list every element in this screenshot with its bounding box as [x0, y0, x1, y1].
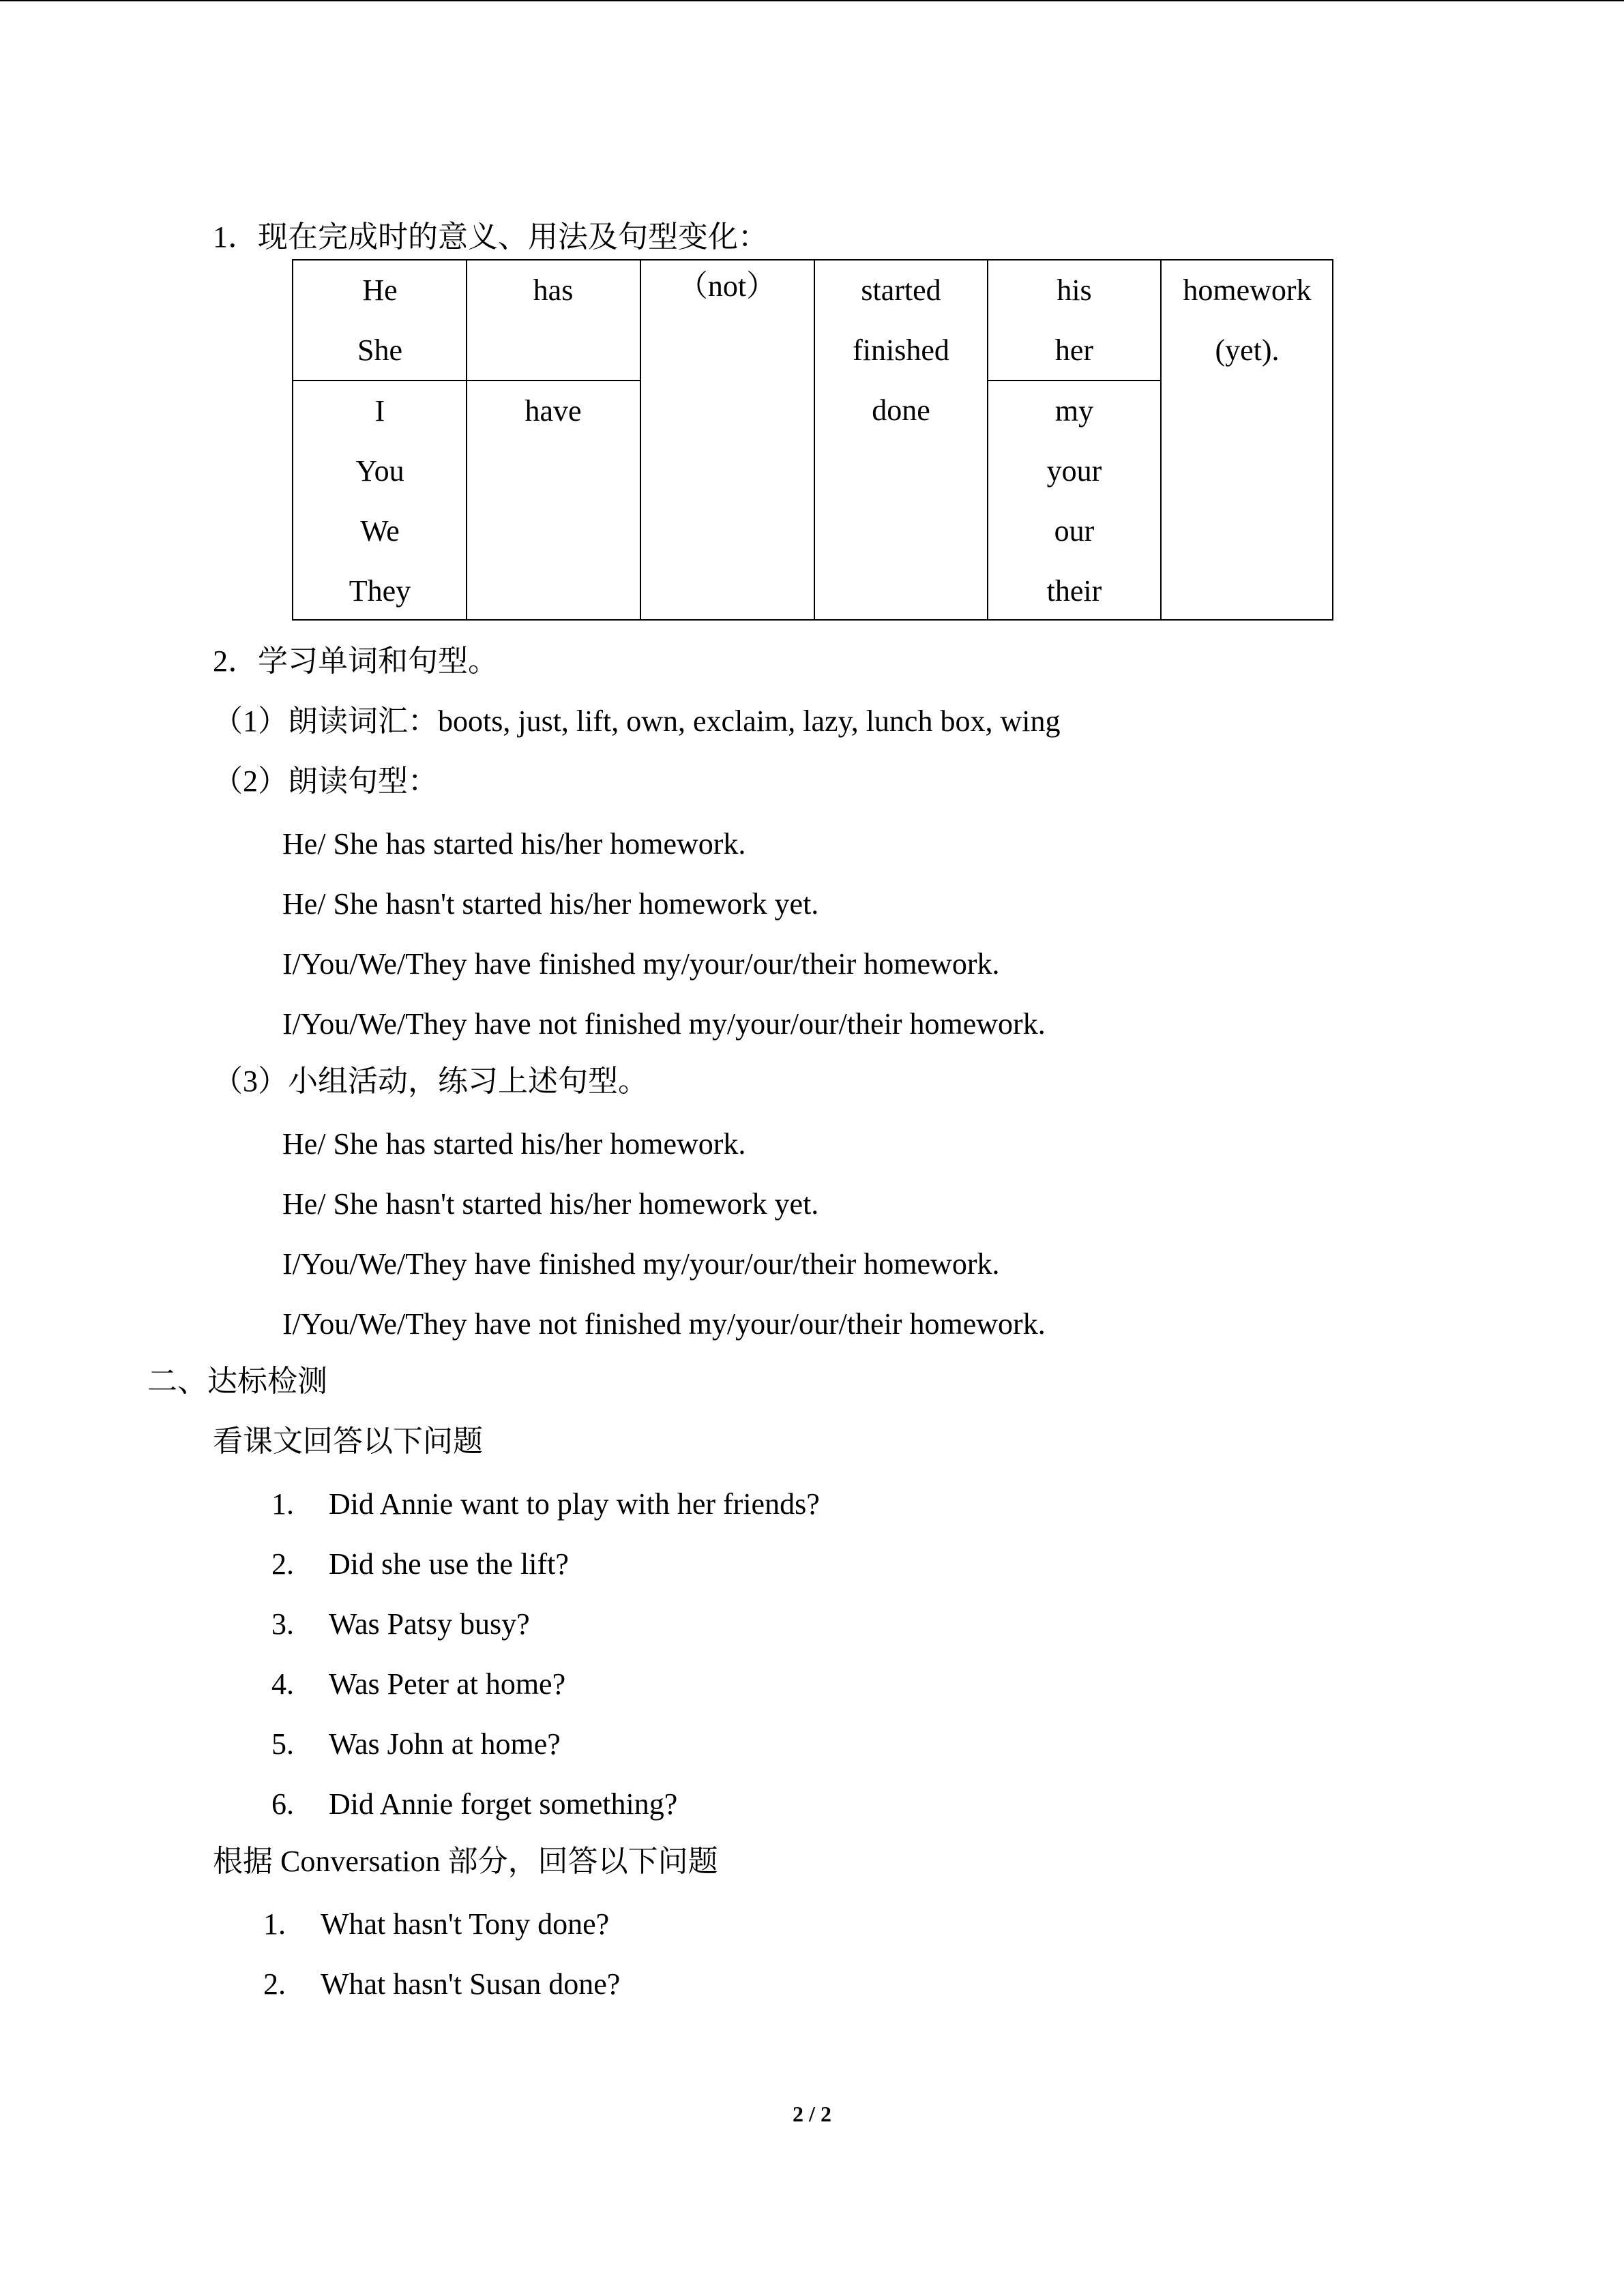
- question-item: 4. Was Peter at home?: [271, 1667, 566, 1701]
- table-possessives-plural: my your our their: [1046, 394, 1102, 608]
- group-sentence-line: I/You/We/They have finished my/your/our/their homework.: [282, 1247, 1000, 1281]
- text-questions-heading: 看课文回答以下问题: [213, 1425, 483, 1458]
- table-object: homework (yet).: [1183, 273, 1312, 367]
- table-subjects-singular: He She: [357, 273, 402, 367]
- question-item: 6. Did Annie forget something?: [271, 1787, 678, 1821]
- group-activity-heading: （3）小组活动，练习上述句型。: [213, 1064, 648, 1098]
- question-item: 3. Was Patsy busy?: [271, 1607, 530, 1641]
- table-participles: started finished done: [853, 273, 949, 427]
- sentence-line: He/ She has started his/her homework.: [282, 827, 746, 861]
- question-item: 5. Was John at home?: [271, 1727, 561, 1761]
- sentence-line: He/ She hasn't started his/her homework yet.: [282, 887, 819, 921]
- conversation-question: 1. What hasn't Tony done?: [263, 1907, 610, 1941]
- section2-heading: 2．学习单词和句型。: [213, 644, 498, 678]
- test-heading: 二、达标检测: [147, 1365, 327, 1398]
- group-sentence-line: He/ She has started his/her homework.: [282, 1127, 746, 1161]
- conversation-question: 2. What hasn't Susan done?: [263, 1967, 621, 2001]
- question-item: 1. Did Annie want to play with her friends?: [271, 1487, 820, 1521]
- conversation-heading: 根据 Conversation 部分，回答以下问题: [213, 1845, 718, 1878]
- sentences-heading: （2）朗读句型：: [213, 764, 438, 798]
- vocab-line: （1）朗读词汇：boots, just, lift, own, exclaim, lazy, lunch box, wing: [213, 704, 1061, 738]
- group-sentence-line: He/ She hasn't started his/her homework yet.: [282, 1187, 819, 1221]
- group-sentence-line: I/You/We/They have not finished my/your/our/their homework.: [282, 1307, 1046, 1341]
- section1-heading: 1．现在完成时的意义、用法及句型变化：: [213, 220, 768, 254]
- page-number: 2 / 2: [793, 2102, 831, 2126]
- sentence-line: I/You/We/They have finished my/your/our/their homework.: [282, 947, 1000, 981]
- table-negation: （not）: [677, 269, 777, 303]
- table-possessives-singular: his her: [1054, 273, 1094, 367]
- table-aux-have: have: [525, 394, 582, 428]
- table-aux-has: has: [533, 273, 574, 307]
- grammar-table: [292, 259, 1333, 621]
- sentence-line: I/You/We/They have not finished my/your/our/their homework.: [282, 1007, 1046, 1041]
- question-item: 2. Did she use the lift?: [271, 1547, 569, 1581]
- table-subjects-plural: I You We They: [349, 394, 411, 608]
